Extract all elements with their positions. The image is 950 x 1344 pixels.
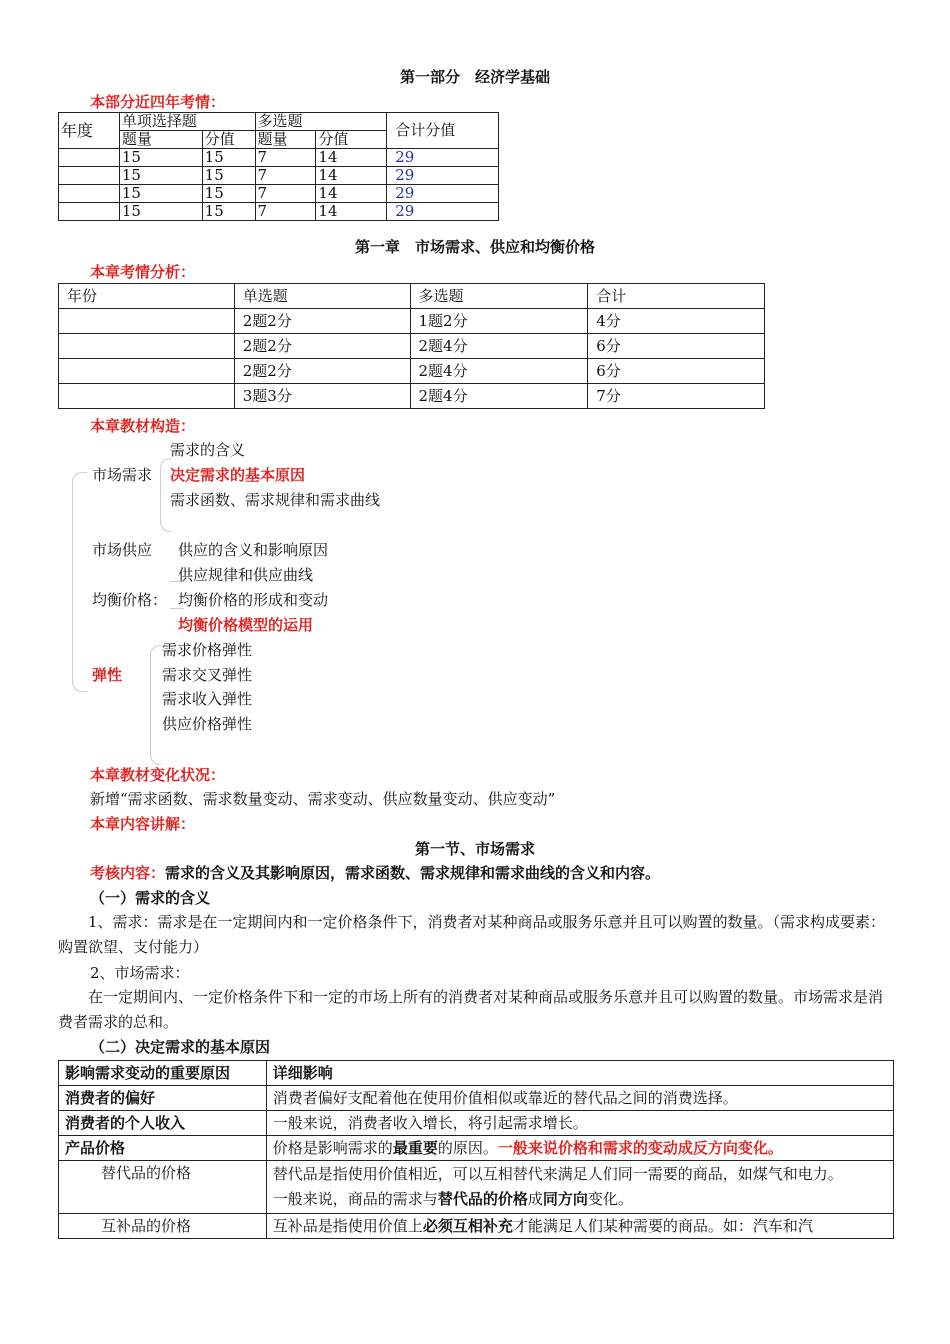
header-qty: 题量 [255, 131, 316, 149]
demand-label: 市场需求 [92, 466, 153, 484]
header-qty: 题量 [119, 131, 202, 149]
change-label: 本章教材变化状况： [90, 766, 226, 784]
cell: 3题3分 [234, 384, 410, 409]
demand-item: 需求函数、需求规律和需求曲线 [170, 491, 381, 509]
cell: 7 [255, 149, 316, 167]
cell-total: 29 [387, 167, 499, 185]
header-cell: 单选题 [234, 284, 410, 309]
exam-content-label: 考核内容： [90, 864, 166, 882]
exam-stats-table [58, 112, 499, 221]
cell: 15 [202, 149, 255, 167]
cell: 15 [119, 203, 202, 221]
elasticity-item: 供应价格弹性 [162, 715, 253, 733]
sub2-title: （二）决定需求的基本原因 [90, 1038, 271, 1056]
table-row [59, 149, 499, 167]
cell [59, 384, 235, 409]
header-year: 年度 [59, 113, 120, 149]
table-row [59, 1136, 894, 1161]
para-market-demand: 在一定期间内、一定价格条件下和一定的市场上所有的消费者对某种商品或服务乐意并且可以购置的数量。市场需求是消费者需求的总和。 [58, 988, 884, 1031]
factor-cell: 互补品的价格 [59, 1214, 267, 1239]
header-cell: 多选题 [410, 284, 588, 309]
cell: 14 [316, 203, 387, 221]
header-detail: 详细影响 [266, 1061, 893, 1086]
cell-total: 29 [387, 149, 499, 167]
exam-content-text: 需求的含义及其影响原因，需求函数、需求规律和需求曲线的含义和内容。 [165, 864, 661, 882]
detail-cell: 替代品是指使用价值相近，可以互相替代来满足人们同一需要的商品，如煤气和电力。 一般来说，商品的需求与替代品的价格成同方向变化。 [266, 1161, 893, 1214]
cell [59, 309, 235, 334]
change-text: 新增“需求函数、需求数量变动、需求变动、供应数量变动、供应变动” [90, 790, 556, 808]
cell: 15 [119, 149, 202, 167]
supply-item: 供应的含义和影响原因 [178, 541, 329, 559]
part-title: 第一部分 经济学基础 [399, 68, 550, 86]
table-row [59, 1161, 894, 1214]
cell: 7 [255, 203, 316, 221]
demand-item: 需求的含义 [170, 441, 246, 459]
cell: 6分 [588, 334, 765, 359]
table-row [59, 203, 499, 221]
cell: 14 [316, 167, 387, 185]
table-row [59, 1086, 894, 1111]
factor-cell: 消费者的偏好 [59, 1086, 267, 1111]
chapter-stats-table [58, 283, 765, 409]
cell: 15 [202, 203, 255, 221]
cell: 14 [316, 149, 387, 167]
cell: 2题2分 [234, 309, 410, 334]
cell: 2题4分 [410, 359, 588, 384]
content-label: 本章内容讲解： [90, 815, 196, 833]
header-score: 分值 [202, 131, 255, 149]
chapter-exam-label: 本章考情分析： [90, 263, 196, 281]
detail-cell: 一般来说，消费者收入增长，将引起需求增长。 [266, 1111, 893, 1136]
exam-content [90, 864, 660, 882]
elasticity-item: 需求收入弹性 [162, 690, 253, 708]
supply-label: 市场供应 [92, 541, 153, 559]
cell-total: 29 [387, 185, 499, 203]
header-factor: 影响需求变动的重要原因 [59, 1061, 267, 1086]
cell: 6分 [588, 359, 765, 384]
elasticity-label: 弹性 [92, 666, 123, 684]
para-market-demand-title: 2、市场需求： [90, 964, 190, 982]
detail-cell: 互补品是指使用价值上必须互相补充才能满足人们某种需要的商品。如：汽车和汽 [266, 1214, 893, 1239]
part-exam-label: 本部分近四年考情： [90, 93, 226, 111]
outline-brace [150, 645, 161, 765]
cell: 1题2分 [410, 309, 588, 334]
cell-year [59, 149, 120, 167]
equilibrium-item: 均衡价格的形成和变动 [178, 591, 329, 609]
header-cell: 合计 [588, 284, 765, 309]
equilibrium-label: 均衡价格： [92, 591, 168, 609]
header-multi: 多选题 [255, 113, 387, 131]
sub1-title: （一）需求的含义 [90, 889, 211, 907]
demand-factors-table [58, 1060, 894, 1239]
cell-year [59, 167, 120, 185]
table-row [59, 185, 499, 203]
cell: 2题4分 [410, 334, 588, 359]
detail-cell: 消费者偏好支配着他在使用价值相似或靠近的替代品之间的消费选择。 [266, 1086, 893, 1111]
cell: 14 [316, 185, 387, 203]
cell: 2题2分 [234, 334, 410, 359]
cell: 7 [255, 185, 316, 203]
outline-brace [72, 472, 87, 692]
cell: 15 [202, 185, 255, 203]
cell: 15 [202, 167, 255, 185]
supply-item: 供应规律和供应曲线 [178, 566, 314, 584]
cell [59, 359, 235, 384]
cell-year [59, 203, 120, 221]
cell: 2题2分 [234, 359, 410, 384]
table-row [59, 359, 765, 384]
equilibrium-item: 均衡价格模型的运用 [178, 616, 314, 634]
elasticity-item: 需求交叉弹性 [162, 666, 253, 684]
para-demand: 1、需求：需求是在一定期间内和一定价格条件下，消费者对某种商品或服务乐意并且可以购置的数量。（需求构成要素：购置欲望、支付能力） [58, 913, 886, 956]
table-header-row [59, 284, 765, 309]
section-title: 第一节、市场需求 [414, 840, 535, 858]
table-header-row [59, 1061, 894, 1086]
elasticity-item: 需求价格弹性 [162, 641, 253, 659]
header-total: 合计分值 [387, 113, 499, 149]
cell: 7分 [588, 384, 765, 409]
table-row [59, 309, 765, 334]
table-row [59, 384, 765, 409]
table-row [59, 1111, 894, 1136]
cell: 15 [119, 167, 202, 185]
detail-cell: 价格是影响需求的最重要的原因。一般来说价格和需求的变动成反方向变化。 [266, 1136, 893, 1161]
cell-year [59, 185, 120, 203]
cell: 15 [119, 185, 202, 203]
header-cell: 年份 [59, 284, 235, 309]
factor-cell: 消费者的个人收入 [59, 1111, 267, 1136]
factor-cell: 产品价格 [59, 1136, 267, 1161]
cell: 7 [255, 167, 316, 185]
cell: 4分 [588, 309, 765, 334]
structure-label: 本章教材构造： [90, 417, 196, 435]
table-row [59, 167, 499, 185]
table-row [59, 1214, 894, 1239]
header-score: 分值 [316, 131, 387, 149]
cell [59, 334, 235, 359]
table-row [59, 334, 765, 359]
chapter-title: 第一章 市场需求、供应和均衡价格 [354, 238, 595, 256]
factor-cell: 替代品的价格 [59, 1161, 267, 1214]
cell: 2题4分 [410, 384, 588, 409]
demand-item: 决定需求的基本原因 [170, 466, 306, 484]
header-single: 单项选择题 [119, 113, 255, 131]
cell-total: 29 [387, 203, 499, 221]
